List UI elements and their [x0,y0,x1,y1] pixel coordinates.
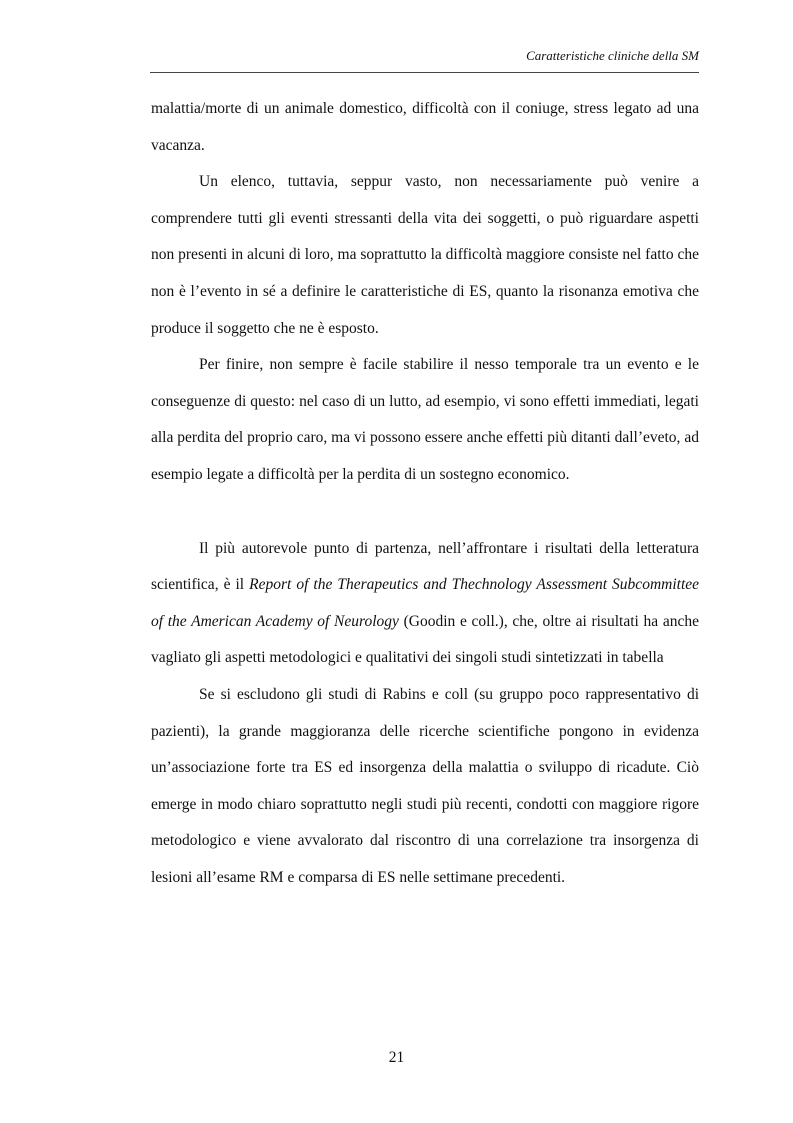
paragraph-continuation: malattia/morte di un animale domestico, difficoltà con il coniuge, stress legato ad una vacanza. [151,100,699,154]
running-header: Caratteristiche cliniche della SM [526,48,699,63]
section-gap [151,494,699,531]
report-title: Report of the Therapeutics and Thechnology Assessment Subcommittee of the American Academy of Neurology [151,576,700,630]
header-rule [150,72,699,73]
body-text [151,91,699,896]
paragraph-temporal-link: Per finire, non sempre è facile stabilire il nesso temporale tra un evento e le conseguenze di questo: nel caso di un lutto, ad esempio, vi sono effetti immediati, legati alla perdita del proprio caro, ma vi possono essere anche effetti più ditanti dall’eveto, ad esempio legate a difficoltà per la perdita di un sostegno economico. [151,356,699,483]
page-number: 21 [388,1049,405,1066]
paragraph-report-reference [151,531,699,677]
report-text-before: Il più autorevole punto di partenza, nell’affrontare i risultati della letteratura scientifica, è il [151,539,699,594]
report-text-after: (Goodin e coll.), che, oltre ai risultati ha anche vagliato gli aspetti metodologici e qualitativi dei singoli studi sintetizzati in tabella [151,612,699,667]
paragraph-list-limits: Un elenco, tuttavia, seppur vasto, non necessariamente può venire a comprendere tutti gli eventi stressanti della vita dei soggetti, o può riguardare aspetti non presenti in alcuni di loro, ma soprattutto la difficoltà maggiore consiste nel fatto che non è l’evento in sé a definire le caratteristiche di ES, quanto la risonanza emotiva che produce il soggetto che ne è esposto. [151,173,699,337]
paragraph-studies-summary: Se si escludono gli studi di Rabins e coll (su gruppo poco rappresentativo di pazienti), la grande maggioranza delle ricerche scientifiche pongono in evidenza un’associazione forte tra ES ed insorgenza della malattia o sviluppo di ricadute. Ciò emerge in modo chiaro soprattutto negli studi più recenti, condotti con maggiore rigore metodologico e viene avvalorato dal riscontro di una correlazione tra insorgenza di lesioni all’esame RM e comparsa di ES nelle settimane precedenti. [151,685,699,886]
